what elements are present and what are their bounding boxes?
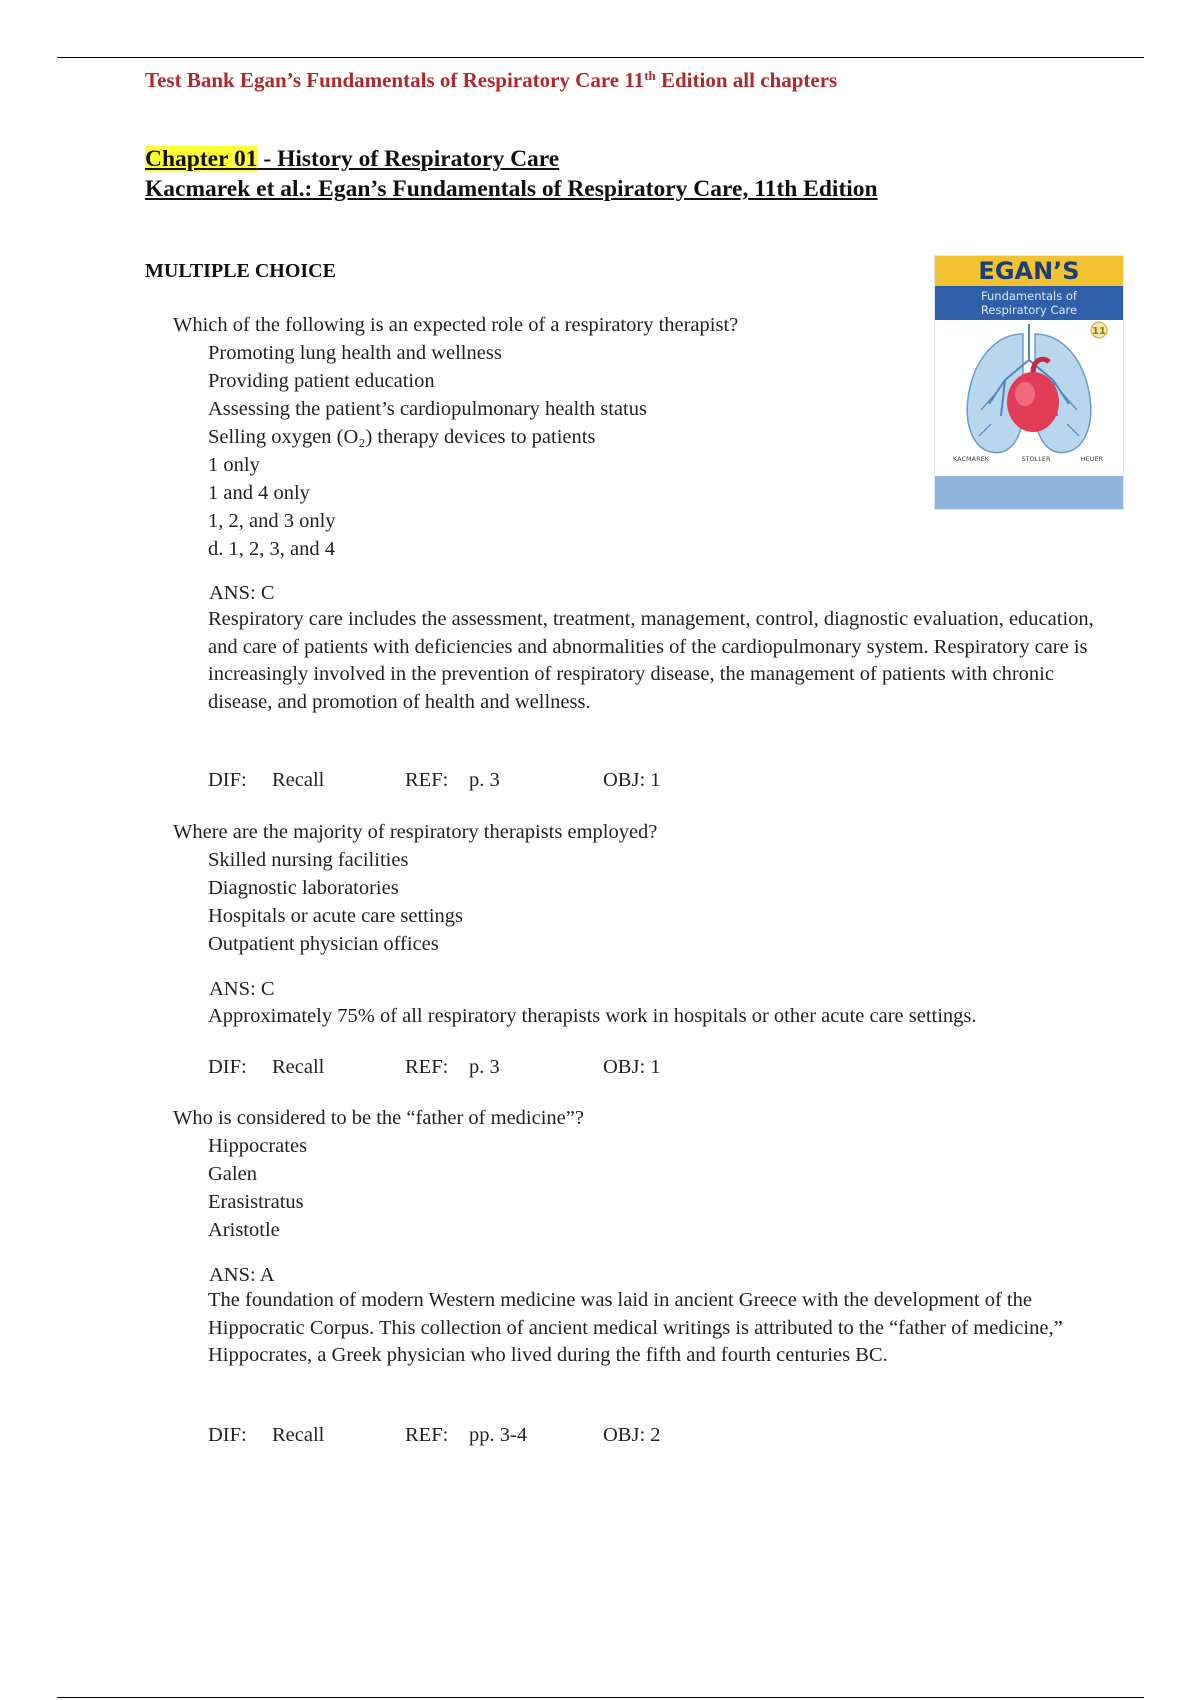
question-stem: Where are the majority of respiratory therapists employed? [173,821,658,843]
option: 1 and 4 only [208,482,310,504]
chapter-heading: Chapter 01 - History of Respiratory Care [145,146,560,172]
option: Hospitals or acute care settings [208,905,464,927]
answer-options [208,846,463,958]
option: Skilled nursing facilities [208,849,409,871]
option: Aristotle [208,1219,280,1241]
answer-key: ANS: C [209,582,275,604]
option: Promoting lung health and wellness [208,342,502,364]
cover-authors: KACMAREK STOLLER HEUER [953,455,1104,463]
cover-edition-badge: 11 [1092,326,1106,337]
option: d. 1, 2, 3, and 4 [208,538,335,560]
cover-brand: EGAN’S [978,257,1080,285]
question-meta: DIF: Recall REF: p. 3 OBJ: 1 [208,1053,908,1081]
objective: OBJ: 1 [603,769,661,791]
cover-subtitle: Fundamentals of Respiratory Care [980,289,1078,317]
question-meta: DIF: Recall REF: p. 3 OBJ: 1 [208,766,908,794]
option: Assessing the patient’s cardiopulmonary health status [208,398,647,420]
bottom-rule [57,1697,1144,1698]
page-reference: p. 3 [469,769,500,791]
question-stem: Who is considered to be the “father of medicine”? [173,1107,584,1129]
option: Galen [208,1163,257,1185]
option: Outpatient physician offices [208,933,439,955]
answer-key: ANS: C [209,978,275,1000]
page-reference: p. 3 [469,1056,500,1078]
option: Erasistratus [208,1191,304,1213]
lungs-heart-illustration [935,320,1123,470]
page-reference: pp. 3-4 [469,1424,528,1446]
answer-options [208,339,647,563]
objective: OBJ: 1 [603,1056,661,1078]
book-heading: Kacmarek et al.: Egan’s Fundamentals of Respiratory Care, 11th Edition [145,176,878,202]
option: 1, 2, and 3 only [208,510,336,532]
question-stem: Which of the following is an expected role of a respiratory therapist? [173,314,739,336]
option: Selling oxygen (O₂) therapy devices to patients [208,426,596,448]
answer-rationale: The foundation of modern Western medicine was laid in ancient Greece with the development of the Hippocratic Corpus. This collection of ancient medical writings is attributed to the “father of medicine,” Hippocrates, a Greek physician who lived during the fifth and fourth centuries BC. [208,1289,1063,1366]
book-cover-image [934,255,1124,510]
option: Diagnostic laboratories [208,877,399,899]
difficulty: Recall [272,1424,325,1446]
top-rule [57,57,1144,58]
option: Hippocrates [208,1135,308,1157]
answer-options [208,1132,307,1244]
document-title: Test Bank Egan’s Fundamentals of Respiratory Care 11th Edition all chapters [145,68,838,92]
answer-rationale: Approximately 75% of all respiratory therapists work in hospitals or other acute care settings. [208,1005,977,1027]
option: 1 only [208,454,260,476]
answer-key: ANS: A [209,1264,275,1286]
section-heading: MULTIPLE CHOICE [145,260,336,282]
difficulty: Recall [272,769,325,791]
objective: OBJ: 2 [603,1424,661,1446]
difficulty: Recall [272,1056,325,1078]
chapter-number-highlight: Chapter 01 [145,146,258,172]
option: Providing patient education [208,370,435,392]
cover-bottom-bar [935,476,1123,509]
answer-rationale: Respiratory care includes the assessment, treatment, management, control, diagnostic evaluation, education, and care of patients with deficiencies and abnormalities of the cardiopulmonary system. Respiratory care is increasingly involved in the prevention of respiratory disease, the management of patients with chronic disease, and promotion of health and wellness. [208,608,1094,713]
question-meta: DIF: Recall REF: pp. 3-4 OBJ: 2 [208,1421,908,1449]
